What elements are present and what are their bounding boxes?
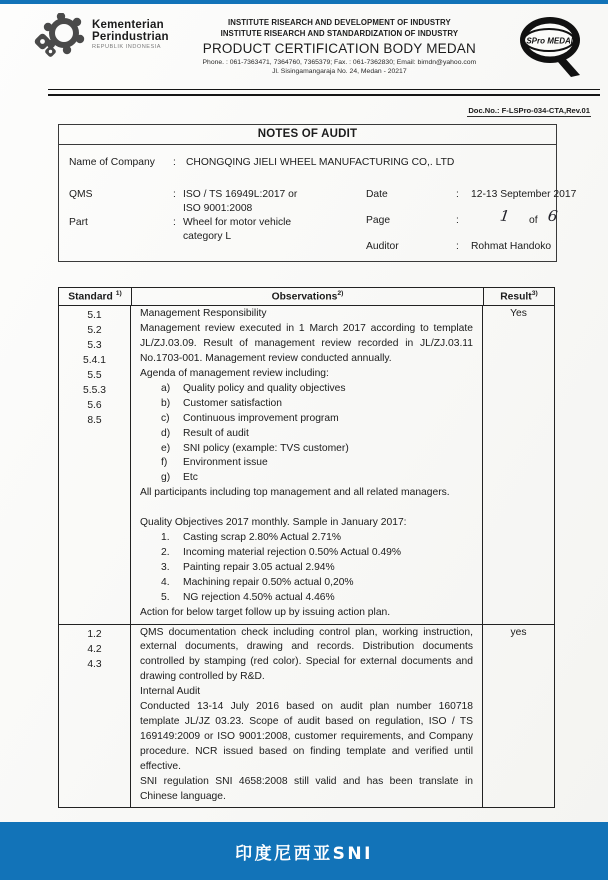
- list-item-text: Casting scrap 2.80% Actual 2.71%: [183, 532, 341, 544]
- qms-value-line2: ISO 9001:2008: [183, 203, 253, 214]
- list-item-text: Customer satisfaction: [183, 397, 283, 409]
- auditor-value: Rohmat Handoko: [471, 241, 552, 252]
- audit-table-header: [59, 288, 554, 306]
- standard-clause: 5.6: [87, 400, 102, 412]
- list-marker: 2.: [161, 547, 170, 559]
- observation-list-item: [140, 397, 473, 412]
- observation-paragraph: Agenda of management review including:: [140, 368, 329, 380]
- qms-value-line1: ISO / TS 16949L:2017 or: [183, 189, 298, 200]
- result-footnote-ref: 3): [531, 290, 538, 297]
- observation-list-item: [140, 576, 473, 591]
- observation-list-item: [140, 591, 473, 606]
- notes-fields: [59, 145, 577, 261]
- q-swirl-icon: [510, 36, 594, 83]
- observations-cell: [131, 625, 483, 808]
- observation-paragraph: Internal Audit: [140, 686, 201, 698]
- list-item-text: Painting repair 3.05 actual 2.94%: [183, 561, 335, 573]
- observation-paragraph: Action for below target follow up by issuing action plan.: [140, 606, 391, 618]
- standard-footnote-ref: 1): [115, 290, 122, 297]
- colon: :: [173, 189, 176, 200]
- list-item-text: Machining repair 0.50% actual 0,20%: [183, 576, 354, 588]
- list-marker: g): [161, 472, 171, 484]
- observation-list-item: [140, 427, 473, 442]
- list-item-text: Continuous improvement program: [183, 412, 339, 424]
- audit-table-rows: [59, 306, 554, 807]
- svg-text:LSPro MEDAN: LSPro MEDAN: [521, 36, 577, 46]
- table-row: [59, 624, 554, 808]
- observation-paragraph: Conducted 13-14 July 2016 based on audit plan number 160718 template JL/JZ 03.23. Scope of audit based on regulation, ISO / TS 169149:2009 or ISO 9001:2008, customer requirements, and Company procedure. NCR issued based on finding template and verified until effective.: [140, 701, 473, 772]
- doc-number-row: [0, 100, 591, 118]
- standard-cell: [59, 625, 131, 808]
- top-blue-strip: [0, 0, 608, 4]
- list-item-text: NG rejection 4.50% actual 4.46%: [183, 591, 335, 603]
- observation-paragraph: Management Responsibility: [140, 308, 267, 320]
- notes-of-audit-box: [58, 124, 577, 262]
- page-label: Page: [366, 215, 391, 226]
- list-marker: c): [161, 412, 170, 424]
- part-value-line2: category L: [183, 231, 232, 242]
- result-cell: Yes: [510, 308, 527, 320]
- date-value: 12-13 September 2017: [471, 189, 577, 200]
- phone-line: Phone. : 061-7363471, 7364760, 7365379; Fax. : 061-7362830; Email: bimdn@yahoo.com: [202, 59, 477, 66]
- result-column-header: Result$^{3)}$: [483, 288, 554, 305]
- auditor-label: Auditor: [366, 241, 399, 252]
- ministry-line3: REPUBLIK INDONESIA: [92, 44, 161, 50]
- list-item-text: Incoming material rejection 0.50% Actual 0.49%: [183, 547, 402, 559]
- colon: :: [173, 217, 176, 228]
- standard-clause: 5.2: [87, 325, 102, 337]
- standard-clause: 5.5.3: [83, 385, 106, 397]
- ministry-line2: Perindustrian: [92, 31, 169, 43]
- colon: :: [173, 157, 176, 168]
- standard-clause: 1.2: [87, 628, 102, 640]
- observation-spacer: [140, 501, 473, 516]
- observation-list-item: [140, 382, 473, 397]
- observation-paragraph: Quality Objectives 2017 monthly. Sample in January 2017:: [140, 517, 407, 529]
- doc-number: Doc.No.: F-LSPro-034-CTA,Rev.01: [468, 106, 590, 115]
- list-marker: f): [161, 457, 168, 469]
- page-total-handwritten: 6: [546, 206, 559, 226]
- qms-label: QMS: [69, 189, 93, 200]
- observation-paragraph: Management review executed in 1 March 2017 according to template JL/ZJ.03.09. Result of management review recorded in JL/ZJ.03.11 No.1703-001. Management review conducted annually.: [140, 323, 473, 365]
- standard-clause: 5.5: [87, 370, 102, 382]
- list-item-text: Environment issue: [183, 457, 268, 469]
- footer-bar: [0, 822, 608, 880]
- observation-paragraph: All participants including top management and all related managers.: [140, 487, 450, 499]
- address-line: Jl. Sisingamangaraja No. 24, Medan - 20217: [272, 67, 407, 75]
- observations-cell: [131, 306, 483, 623]
- table-row: [59, 306, 554, 623]
- gear-icon: [32, 13, 86, 66]
- page-of-word: of: [529, 215, 538, 226]
- company-label: Name of Company: [69, 157, 155, 168]
- audit-table: [58, 287, 555, 808]
- standard-clause: 8.5: [87, 415, 102, 427]
- institute-line1: INSTITUTE RISEARCH AND DEVELOPMENT OF INDUSTRY: [227, 18, 451, 27]
- observation-list-item: [140, 531, 473, 546]
- part-value-line1: Wheel for motor vehicle: [183, 217, 292, 228]
- letterhead-divider: [48, 89, 600, 96]
- page-current-handwritten: 1: [498, 206, 511, 226]
- colon: :: [456, 189, 459, 200]
- part-label: Part: [69, 217, 88, 228]
- list-item-text: Etc: [183, 472, 198, 484]
- observation-list-item: [140, 561, 473, 576]
- observation-list-item: [140, 442, 473, 457]
- list-marker: e): [161, 442, 171, 454]
- date-label: Date: [366, 189, 388, 200]
- list-marker: b): [161, 397, 171, 409]
- standard-cell: [59, 306, 131, 623]
- kemenperin-logo: [32, 13, 169, 66]
- lspro-medan-logo: [510, 13, 594, 84]
- notes-title: NOTES OF AUDIT: [59, 125, 556, 145]
- standard-clause: 4.2: [87, 643, 102, 655]
- letterhead-center: [169, 13, 510, 76]
- list-marker: a): [161, 382, 171, 394]
- footer-title: 印度尼西亚SNI: [235, 843, 373, 864]
- standard-clause: 5.3: [87, 340, 102, 352]
- institute-line2: INSTITUTE RISEARCH AND STANDARDIZATION OF INDUSTRY: [220, 28, 459, 38]
- observation-list-item: [140, 546, 473, 561]
- ministry-line1: Kementerian: [92, 19, 164, 31]
- ministry-text: [92, 13, 169, 66]
- observation-paragraph: SNI regulation SNI 4658:2008 still valid and has been translate in Chinese language.: [140, 775, 473, 802]
- list-marker: 3.: [161, 561, 170, 573]
- list-item-text: Quality policy and quality objectives: [183, 382, 346, 394]
- result-cell: yes: [510, 626, 527, 638]
- list-marker: d): [161, 427, 171, 439]
- observation-list-item: [140, 471, 473, 486]
- list-marker: 4.: [161, 576, 170, 588]
- standard-clause: 5.4.1: [83, 355, 106, 367]
- list-item-text: Result of audit: [183, 427, 249, 439]
- certification-body-name: PRODUCT CERTIFICATION BODY MEDAN: [202, 41, 476, 56]
- observation-list-item: [140, 412, 473, 427]
- list-marker: 1.: [161, 532, 170, 544]
- list-item-text: SNI policy (example: TVS customer): [183, 442, 349, 454]
- colon: :: [456, 241, 459, 252]
- letterhead: [0, 0, 608, 84]
- observations-column-header: Observations$^{2)}$: [131, 288, 483, 305]
- observation-list-item: [140, 456, 473, 471]
- observations-footnote-ref: 2): [337, 290, 344, 297]
- company-value: CHONGQING JIELI WHEEL MANUFACTURING CO,. LTD: [186, 157, 455, 168]
- standard-column-header: Standard $^{1)}$: [68, 290, 122, 303]
- list-marker: 5.: [161, 591, 170, 603]
- standard-clause: 5.1: [87, 310, 102, 322]
- observation-paragraph: QMS documentation check including control plan, working instruction, external documents, drawing and records. Distribution documents controlled by stamping (red color). Special for external documents and drawing controlled by R&D.: [140, 626, 473, 683]
- standard-clause: 4.3: [87, 658, 102, 670]
- colon: :: [456, 215, 459, 226]
